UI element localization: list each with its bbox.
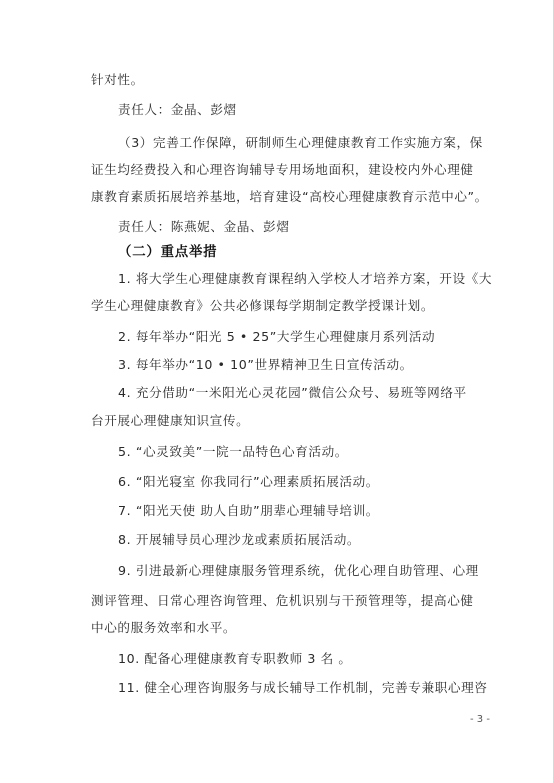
responsible-person-line: 责任人：陈燕妮、金晶、彭熠 <box>118 219 290 234</box>
list-item: 9. 引进最新心理健康服务管理系统，优化心理自助管理、心理 <box>118 563 479 578</box>
list-item: 6. “阳光寝室 你我同行”心理素质拓展活动。 <box>118 474 379 489</box>
section-heading: （二）重点举措 <box>118 245 218 260</box>
list-item: 3. 每年举办“10 • 10”世界精神卫生日宣传活动。 <box>118 357 413 372</box>
list-item: 2. 每年举办“阳光 5 • 25”大学生心理健康月系列活动 <box>118 329 436 344</box>
list-item: 11. 健全心理咨询服务与成长辅导工作机制，完善专兼职心理咨 <box>118 680 488 695</box>
list-item: 5. “心灵致美”一院一品特色心育活动。 <box>118 444 348 459</box>
responsible-person-line: 责任人：金晶、彭熠 <box>118 102 237 117</box>
paragraph-line: 证生均经费投入和心理咨询辅导专用场地面积，建设校内外心理健 <box>91 162 474 177</box>
list-item-continuation: 台开展心理健康知识宣传。 <box>91 413 250 428</box>
list-item: 8. 开展辅导员心理沙龙或素质拓展活动。 <box>118 532 361 547</box>
list-item-continuation: 学生心理健康教育》公共必修课每学期制定教学授课计划。 <box>91 298 435 313</box>
list-item-continuation: 中心的服务效率和水平。 <box>91 620 237 635</box>
list-item: 1. 将大学生心理健康教育课程纳入学校人才培养方案，开设《大 <box>118 271 493 286</box>
page-number: - 3 - <box>470 714 490 725</box>
list-item: 7. “阳光天使 助人自助”朋辈心理辅导培训。 <box>118 503 379 518</box>
list-item-continuation: 测评管理、日常心理咨询管理、危机识别与干预管理等，提高心健 <box>91 593 474 608</box>
list-item: 4. 充分借助“一米阳光心灵花园”微信公众号、易班等网络平 <box>118 385 467 400</box>
paragraph-line: 康教育素质拓展培养基地，培育建设“高校心理健康教育示范中心”。 <box>91 189 488 204</box>
list-item: 10. 配备心理健康教育专职教师 3 名 。 <box>118 651 352 666</box>
paragraph-line: 针对性。 <box>91 72 144 87</box>
paragraph-line: （3）完善工作保障，研制师生心理健康教育工作实施方案，保 <box>118 135 483 150</box>
